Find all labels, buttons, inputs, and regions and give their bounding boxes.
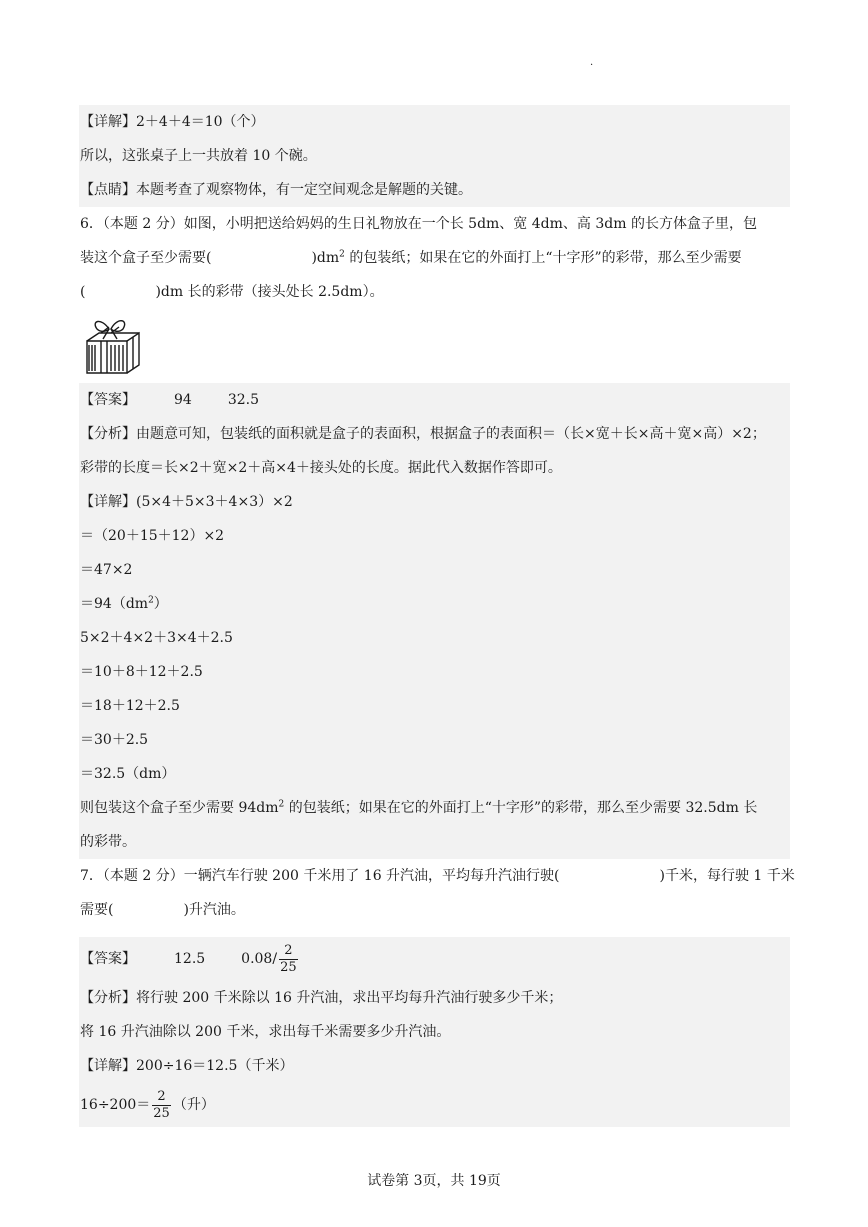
solution-block-q5	[79, 105, 790, 207]
detail-line: ＝47×2	[80, 562, 133, 578]
page-footer: 试卷第 3页，共 19页	[367, 1173, 501, 1189]
question-line: ( )dm 长的彩带（接头处长 2.5dm）。	[80, 284, 384, 300]
solution-block-q6	[79, 383, 790, 859]
fraction: $\frac{2}{25}$	[280, 942, 297, 975]
detail-line: ＝10＋8＋12＋2.5	[80, 664, 203, 680]
detail-line: ＝（20＋15＋12）×2	[80, 528, 225, 544]
detail-line: ＝18＋12＋2.5	[80, 698, 180, 714]
question-line: 6．（本题 2 分）如图，小明把送给妈妈的生日礼物放在一个长 5dm、宽 4dm、高 3dm 的长方体盒子里，包	[80, 216, 757, 232]
gift-box-icon	[81, 315, 143, 377]
detail-line: 【详解】(5×4＋5×3＋4×3）×2	[80, 494, 293, 510]
analysis-line: 【分析】将行驶 200 千米除以 16 升汽油，求出平均每升汽油行驶多少千米；	[80, 990, 563, 1006]
analysis-line: 【分析】由题意可知，包装纸的面积就是盒子的表面积，根据盒子的表面积＝（长×宽＋长×高＋宽×高）×2；	[80, 426, 766, 442]
question-line: 装这个盒子至少需要( )$dm^2$ 的包装纸；如果在它的外面打上“十字形”的彩带，那么至少需要	[80, 249, 742, 266]
analysis-line: 将 16 升汽油除以 200 千米，求出每千米需要多少升汽油。	[80, 1024, 451, 1040]
comment-line: 【点睛】本题考查了观察物体，有一定空间观念是解题的关键。	[80, 182, 472, 198]
fraction: $\frac{2}{25}$	[153, 1088, 170, 1121]
conclusion-line: 的彩带。	[80, 834, 136, 850]
detail-line: ＝30＋2.5	[80, 732, 149, 748]
header-mark: .	[590, 57, 594, 68]
detail-line: 5×2＋4×2＋3×4＋2.5	[80, 630, 233, 646]
conclusion-line: 所以，这张桌子上一共放着 10 个碗。	[80, 148, 317, 164]
question-line: 7．（本题 2 分）一辆汽车行驶 200 千米用了 16 升汽油，平均每升汽油行驶( )千米，每行驶 1 千米	[80, 868, 795, 884]
detail-line: 【详解】200÷16＝12.5（千米）	[80, 1058, 294, 1074]
detail-line: ＝32.5（dm）	[80, 766, 176, 782]
answer-line: 【答案】 94 32.5	[80, 392, 259, 408]
detail-line: 16÷200＝ $\frac{2}{25}$ （升）	[80, 1088, 215, 1121]
question-line: 需要( )升汽油。	[80, 902, 245, 918]
question-7	[79, 859, 795, 927]
page-content	[79, 105, 795, 1127]
question-6	[79, 207, 790, 377]
analysis-line: 彩带的长度＝长×2＋宽×2＋高×4＋接头处的长度。据此代入数据作答即可。	[80, 460, 562, 476]
detail-line: $=94(dm^2)$	[80, 595, 168, 612]
answer-line: 【答案】 12.5 0.08/ $\frac{2}{25}$	[80, 942, 297, 975]
detail-line: 【详解】2＋4＋4＝10（个）	[80, 114, 265, 130]
solution-block-q7	[79, 937, 790, 1127]
conclusion-line: 则包装这个盒子至少需要 $94dm^2$ 的包装纸；如果在它的外面打上“十字形”的彩带，那么至少需要 32.5dm 长	[80, 799, 758, 816]
